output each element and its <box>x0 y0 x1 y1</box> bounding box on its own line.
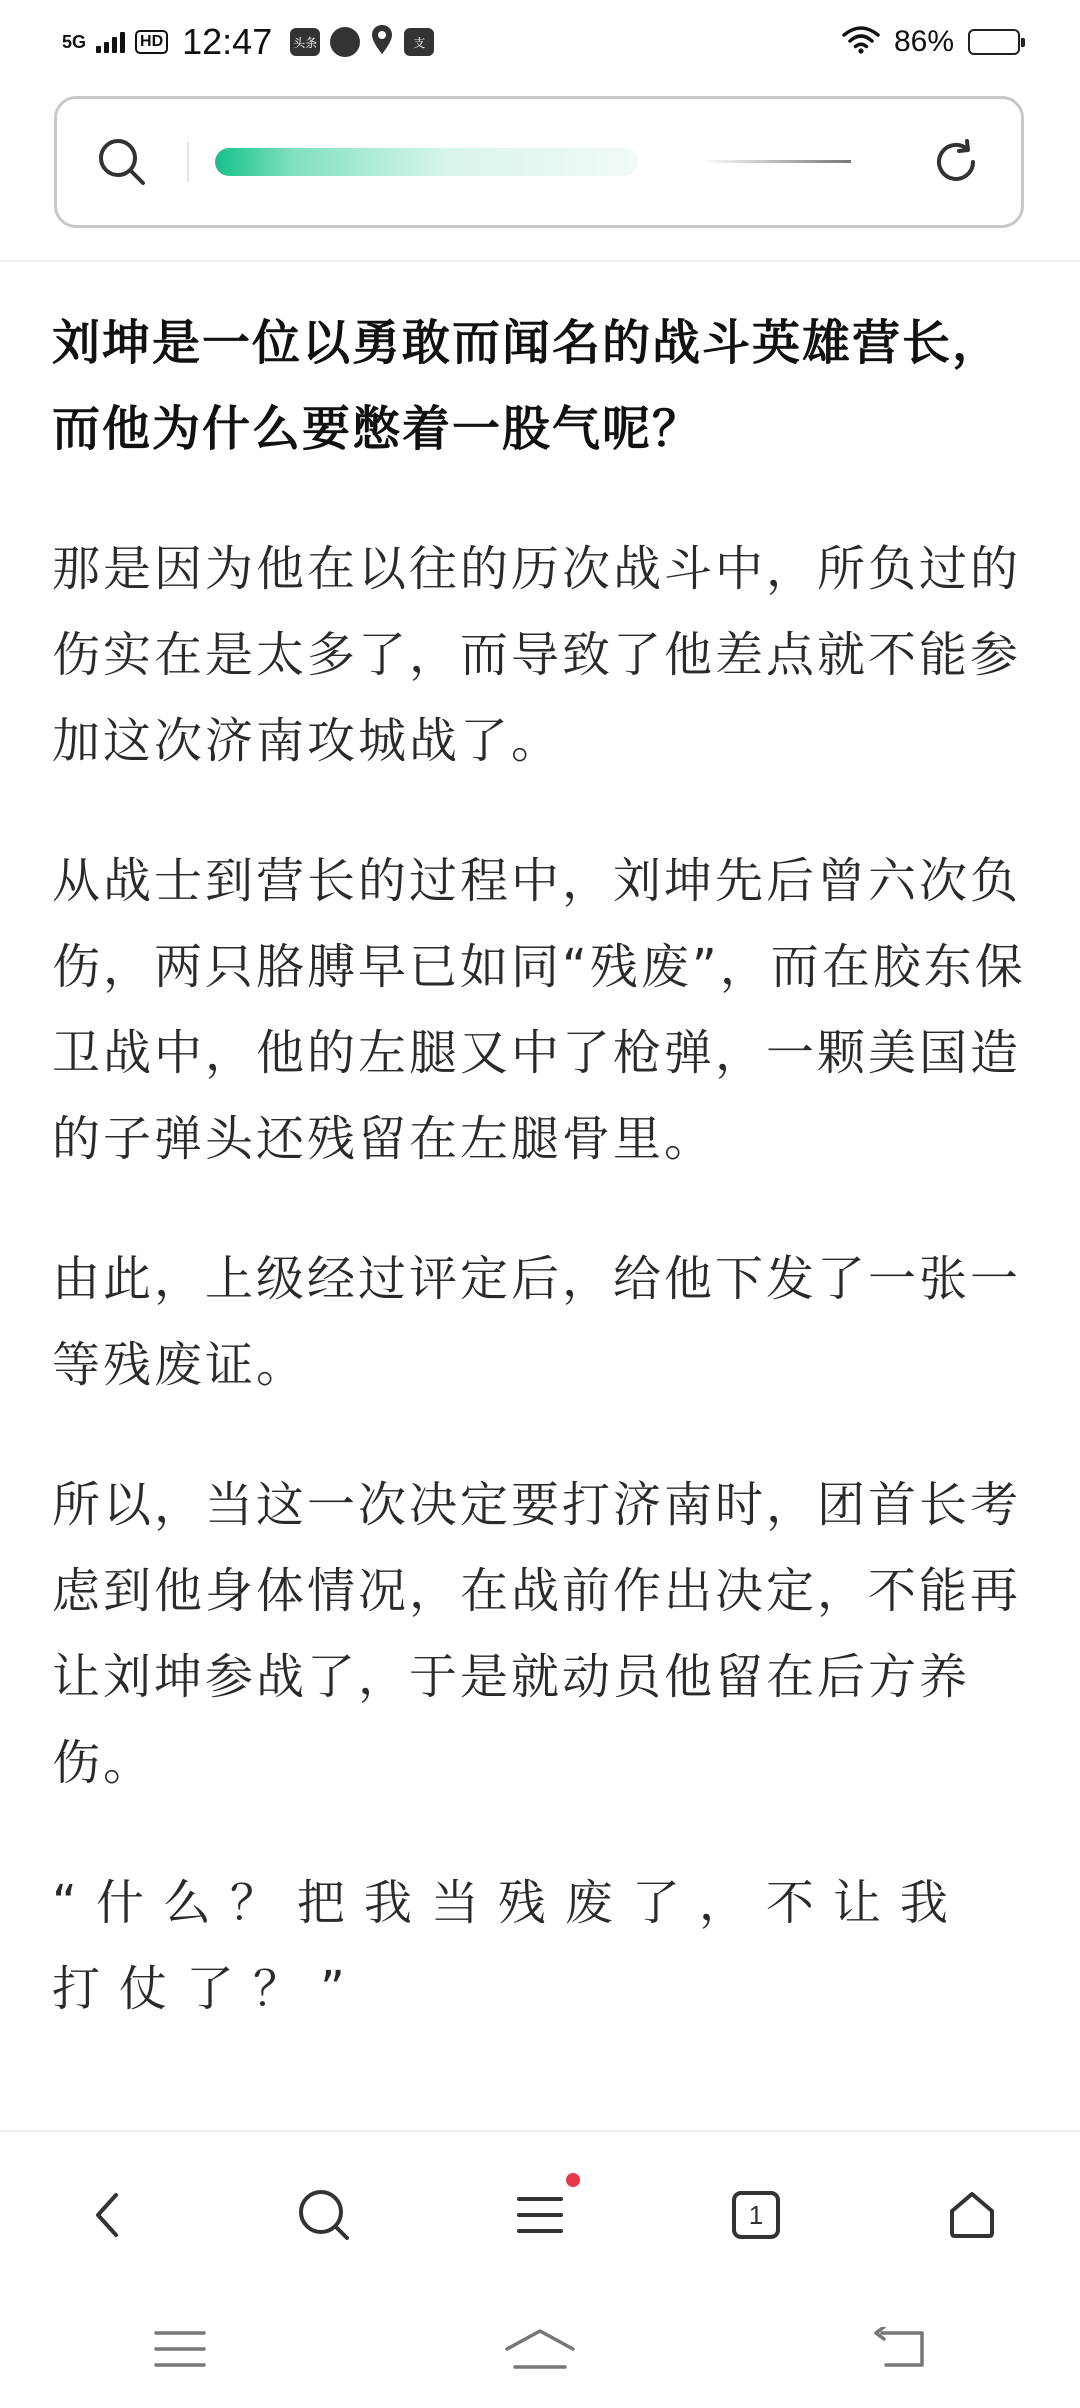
location-notification-icon <box>370 24 394 61</box>
page-load-progress <box>215 142 865 182</box>
browser-toolbar <box>0 2150 1080 2280</box>
system-home-button[interactable] <box>475 2299 605 2399</box>
network-type: 5G <box>62 32 87 52</box>
article-heading: 刘坤是一位以勇敢而闻名的战斗英雄营长，而他为什么要憋着一股气呢？ <box>52 315 1003 457</box>
recents-icon <box>153 2327 207 2371</box>
clock: 12:47 <box>182 21 273 62</box>
menu-icon <box>515 2193 565 2237</box>
menu-notification-dot <box>566 2173 580 2187</box>
address-search-button[interactable] <box>57 99 187 225</box>
wifi-icon <box>842 25 880 60</box>
menu-button[interactable] <box>480 2155 600 2275</box>
reload-icon <box>929 135 983 189</box>
article-paragraph: 由此，上级经过评定后，给他下发了一张一等残废证。 <box>52 1251 1022 1393</box>
progress-tail <box>701 160 851 163</box>
alipay-notification-icon: 支 <box>404 28 434 56</box>
article-paragraph: 那是因为他在以往的历次战斗中，所负过的伤实在是太多了，而导致了他差点就不能参加这次济南攻城战了。 <box>52 541 1022 769</box>
battery-icon <box>968 29 1020 55</box>
article-paragraph: 从战士到营长的过程中，刘坤先后曾六次负伤，两只胳膊早已如同“残废”，而在胶东保卫战中，他的左腿又中了枪弹，一颗美国造的子弹头还残留在左腿骨里。 <box>52 853 1026 1167</box>
address-divider <box>187 142 189 182</box>
home-icon <box>503 2327 577 2371</box>
address-bar[interactable] <box>54 96 1024 228</box>
status-bar <box>0 0 1080 84</box>
article-body <box>52 300 1032 2032</box>
back-button[interactable] <box>48 2155 168 2275</box>
toolbar-divider <box>0 2130 1080 2132</box>
search-icon <box>96 136 148 188</box>
home-button[interactable] <box>912 2155 1032 2275</box>
progress-fill <box>215 148 638 176</box>
article-paragraph: “什么？把我当残废了，不让我打仗了？” <box>52 1875 967 2017</box>
battery-percentage: 86% <box>893 25 954 58</box>
recents-button[interactable] <box>115 2299 245 2399</box>
hd-badge: HD <box>135 30 168 54</box>
back-icon <box>88 2187 128 2243</box>
search-button[interactable] <box>264 2155 384 2275</box>
tabs-icon <box>730 2189 782 2241</box>
toutiao-notification-icon: 头条 <box>290 28 320 56</box>
search-icon <box>296 2187 352 2243</box>
system-navigation-bar <box>0 2290 1080 2408</box>
tabs-button[interactable] <box>696 2155 816 2275</box>
signal-icon <box>96 31 125 53</box>
system-back-button[interactable] <box>835 2299 965 2399</box>
home-icon <box>946 2189 998 2241</box>
reload-button[interactable] <box>891 99 1021 225</box>
back-icon <box>872 2327 928 2371</box>
header-divider <box>0 260 1080 262</box>
article-paragraph: 所以，当这一次决定要打济南时，团首长考虑到他身体情况，在战前作出决定，不能再让刘坤参战了，于是就动员他留在后方养伤。 <box>52 1477 1022 1791</box>
tab-count: 1 <box>748 2200 764 2230</box>
speedometer-notification-icon <box>330 27 360 57</box>
